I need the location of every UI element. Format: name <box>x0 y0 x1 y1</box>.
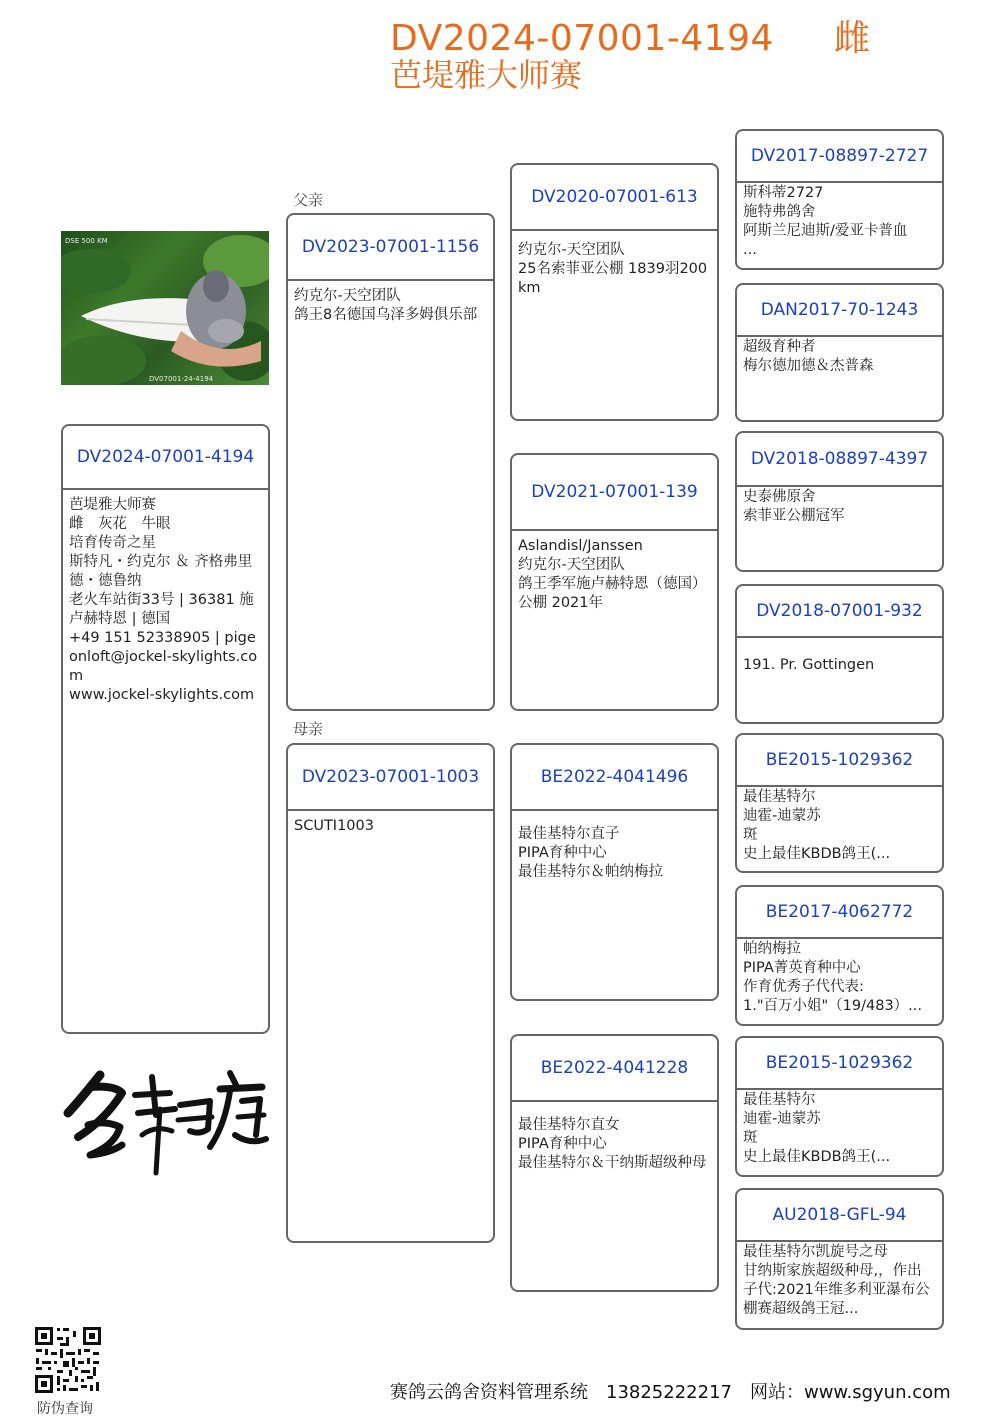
page-subtitle: 芭堤雅大师赛 <box>390 56 583 94</box>
qr-code-image <box>33 1325 103 1395</box>
photo-overlay-bottom: DV07001-24-4194 <box>149 375 214 383</box>
great-grandparent-details: 超级育种者 梅尔德加德＆杰普森 <box>743 339 874 374</box>
great-grandparent-ring: DV2018-08897-4397 <box>737 433 942 487</box>
great-grandparent-details: 帕纳梅拉 PIPA菁英育种中心 作育优秀子代代表: 1."百万小姐"（19/483）... <box>743 941 923 1014</box>
sire-details: 约克尔-天空团队 鸽王8名德国乌泽多姆俱乐部 <box>294 288 478 323</box>
father-label: 父亲 <box>293 191 324 209</box>
great-grandparent-details: 斯科蒂2727 施特弗鸽舍 阿斯兰尼迪斯/爱亚卡普血 ... <box>743 185 908 258</box>
grandparent-card <box>510 163 719 421</box>
title-ring: DV2024-07001-4194 <box>390 18 774 59</box>
grandparent-details: 约克尔-天空团队 25名索菲亚公棚 1839羽200 km <box>518 242 708 296</box>
grandparent-ring: BE2022-4041496 <box>512 745 717 811</box>
grandparent-card <box>510 743 719 1001</box>
great-grandparent-ring: AU2018-GFL-94 <box>737 1190 942 1242</box>
great-grandparent-details: 最佳基特尔凯旋号之母 甘纳斯家族超级种母,，作出子代:2021年维多利亚瀑布公棚赛超级鸽王冠... <box>743 1244 930 1317</box>
great-grandparent-details: 最佳基特尔 迪霍-迪蒙苏 斑 史上最佳KBDB鸽王(... <box>743 789 891 862</box>
great-grandparent-card <box>735 1188 944 1330</box>
great-grandparent-ring: DV2017-08897-2727 <box>737 131 942 183</box>
great-grandparent-card <box>735 129 944 270</box>
great-grandparent-card <box>735 283 944 422</box>
grandparent-ring: BE2022-4041228 <box>512 1036 717 1102</box>
qr-code[interactable] <box>33 1325 103 1395</box>
great-grandparent-card <box>735 431 944 572</box>
great-grandparent-card <box>735 733 944 873</box>
great-grandparent-details: 史泰佛原舍 索菲亚公棚冠军 <box>743 489 845 524</box>
great-grandparent-card <box>735 584 944 724</box>
dam-ring: DV2023-07001-1003 <box>288 745 493 811</box>
dam-details: SCUTI1003 <box>294 818 374 834</box>
dam-card <box>286 743 495 1243</box>
grandparent-details: Aslandisl/Janssen 约克尔-天空团队 鸽王季军施卢赫特恩（德国）公棚 2021年 <box>518 538 707 611</box>
grandparent-ring: DV2021-07001-139 <box>512 455 717 531</box>
great-grandparent-card <box>735 1036 944 1177</box>
grandparent-details: 最佳基特尔直女 PIPA育种中心 最佳基特尔＆干纳斯超级种母 <box>518 1117 707 1171</box>
grandparent-details: 最佳基特尔直子 PIPA育种中心 最佳基特尔＆帕纳梅拉 <box>518 826 663 880</box>
pigeon-photo <box>61 231 269 385</box>
pigeon-photo-image <box>61 231 269 385</box>
sire-card <box>286 213 495 711</box>
subject-card <box>61 424 270 1034</box>
grandparent-card <box>510 1034 719 1292</box>
subject-details: 芭堤雅大师赛 雌 灰花 牛眼 培育传奇之星 斯特凡・约克尔 ＆ 齐格弗里德・德鲁纳 老火车站街33号 | 36381 施卢赫特恩 | 德国 +49 151 52338905 | pigeonloft@jockel-skylights.com www.jockel-skylights.com <box>69 497 258 703</box>
great-grandparent-ring: BE2015-1029362 <box>737 735 942 787</box>
great-grandparent-ring: BE2017-4062772 <box>737 887 942 939</box>
great-grandparent-card <box>735 885 944 1026</box>
great-grandparent-details: 191. Pr. Gottingen <box>743 657 875 673</box>
subject-ring: DV2024-07001-4194 <box>63 426 268 490</box>
title-sex: 雌 <box>833 18 871 59</box>
grandparent-card <box>510 453 719 711</box>
qr-label: 防伪查询 <box>37 1401 93 1417</box>
calligraphy-logo <box>60 1065 270 1180</box>
great-grandparent-details: 最佳基特尔 迪霍-迪蒙苏 斑 史上最佳KBDB鸽王(... <box>743 1092 891 1165</box>
great-grandparent-ring: DAN2017-70-1243 <box>737 285 942 337</box>
great-grandparent-ring: BE2015-1029362 <box>737 1038 942 1090</box>
great-grandparent-ring: DV2018-07001-932 <box>737 586 942 638</box>
grandparent-ring: DV2020-07001-613 <box>512 165 717 231</box>
photo-overlay-top: DSE 500 KM <box>65 237 108 245</box>
calligraphy-logo-image <box>60 1065 270 1180</box>
footer-text: 赛鸽云鸽舍资料管理系统 13825222217 网站：www.sgyun.com <box>390 1382 951 1403</box>
mother-label: 母亲 <box>293 720 324 738</box>
sire-ring: DV2023-07001-1156 <box>288 215 493 281</box>
